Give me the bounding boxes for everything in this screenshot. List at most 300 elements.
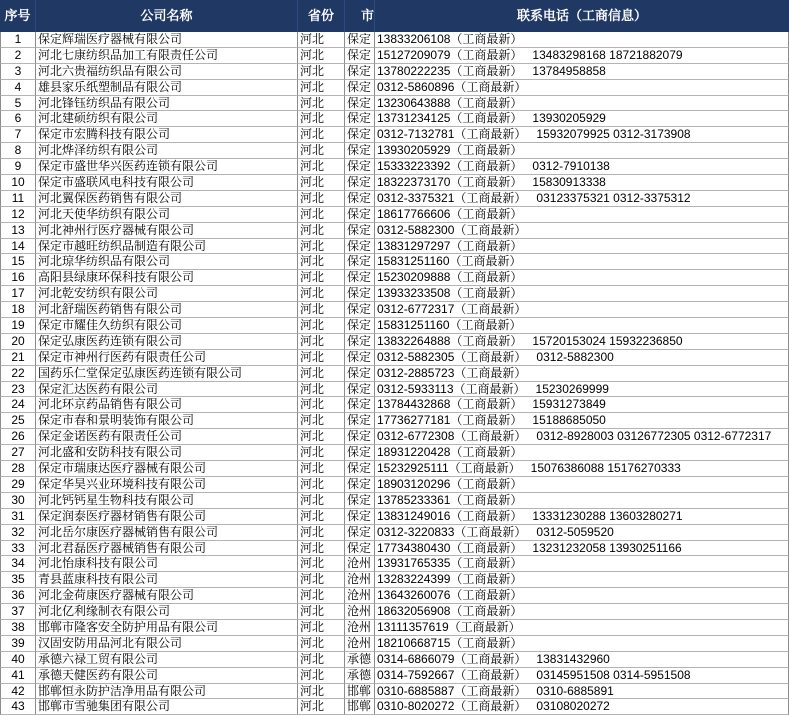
table-row: [0, 318, 789, 334]
city-cell: 保定: [345, 429, 375, 445]
row-number-cell: 32: [0, 525, 36, 541]
phone-cell: [375, 636, 789, 652]
company-name-cell: 河北盛和安防科技有限公司: [36, 445, 298, 461]
row-number-cell: 20: [0, 334, 36, 350]
city-cell: 保定: [345, 509, 375, 525]
phone-primary: 0312-5933113（工商最新）: [377, 381, 526, 396]
phone-cell: [375, 541, 789, 557]
phone-cell: [375, 525, 789, 541]
row-number-cell: 42: [0, 684, 36, 700]
phone-primary: 13780222235（工商最新）: [377, 63, 523, 78]
company-name-cell: 河北怡康科技有限公司: [36, 556, 298, 572]
row-number-cell: 37: [0, 604, 36, 620]
row-number-cell: 11: [0, 191, 36, 207]
company-name-cell: 河北翼保医药销售有限公司: [36, 191, 298, 207]
city-cell: 保定: [345, 477, 375, 493]
province-cell: 河北: [298, 620, 345, 636]
company-name-cell: 河北乾安纺织有限公司: [36, 286, 298, 302]
city-cell: 沧州: [345, 572, 375, 588]
phone-primary: 0312-7132781（工商最新）: [377, 127, 527, 142]
company-name-cell: 保定市瑞康达医疗器械有限公司: [36, 461, 298, 477]
phone-cell: [375, 668, 789, 684]
phone-extra: 03145951508 0314-5951508: [536, 667, 691, 682]
phone-primary: 13831249016（工商最新）: [377, 508, 523, 523]
table-row: [0, 397, 789, 413]
city-cell: 保定: [345, 32, 375, 48]
phone-primary: 18322373170（工商最新）: [377, 175, 523, 190]
city-cell: 保定: [345, 302, 375, 318]
phone-cell: [375, 96, 789, 112]
table-row: [0, 111, 789, 127]
phone-extra: 13930205929: [532, 111, 606, 126]
phone-primary: 13933233508（工商最新）: [377, 286, 523, 301]
row-number-cell: 14: [0, 239, 36, 255]
phone-cell: [375, 684, 789, 700]
province-cell: 河北: [298, 350, 345, 366]
row-number-cell: 27: [0, 445, 36, 461]
province-cell: 河北: [298, 397, 345, 413]
phone-cell: [375, 477, 789, 493]
province-cell: 河北: [298, 80, 345, 96]
row-number-cell: 34: [0, 556, 36, 572]
row-number-cell: 41: [0, 668, 36, 684]
company-name-cell: 保定市越旺纺织品制造有限公司: [36, 239, 298, 255]
province-cell: 河北: [298, 239, 345, 255]
province-cell: 河北: [298, 286, 345, 302]
phone-cell: [375, 239, 789, 255]
company-name-cell: 承德天健医药有限公司: [36, 668, 298, 684]
row-number-cell: 9: [0, 159, 36, 175]
row-number-cell: 18: [0, 302, 36, 318]
table-row: [0, 286, 789, 302]
company-name-cell: 保定弘康医药连锁有限公司: [36, 334, 298, 350]
city-cell: 保定: [345, 96, 375, 112]
row-number-cell: 33: [0, 541, 36, 557]
phone-primary: 0314-7592667（工商最新）: [377, 667, 527, 682]
phone-extra: 15931273849: [532, 397, 606, 412]
phone-cell: [375, 270, 789, 286]
row-number-cell: 23: [0, 382, 36, 398]
company-name-cell: 河北亿利缘制衣有限公司: [36, 604, 298, 620]
phone-extra: 13831432960: [536, 651, 610, 666]
phone-primary: 15230209888（工商最新）: [377, 270, 523, 285]
phone-primary: 0310-8020272（工商最新）: [377, 699, 527, 714]
table-row: [0, 223, 789, 239]
province-cell: 河北: [298, 159, 345, 175]
phone-cell: [375, 334, 789, 350]
phone-cell: [375, 699, 789, 715]
province-cell: 河北: [298, 318, 345, 334]
row-number-cell: 12: [0, 207, 36, 223]
table-row: [0, 588, 789, 604]
province-cell: 河北: [298, 525, 345, 541]
phone-cell: [375, 254, 789, 270]
company-name-cell: 保定市盛世华兴医药连锁有限公司: [36, 159, 298, 175]
phone-primary: 17736277181（工商最新）: [377, 413, 523, 428]
company-name-cell: 河北天使华纺织有限公司: [36, 207, 298, 223]
city-cell: 保定: [345, 350, 375, 366]
phone-extra: 0312-7910138: [532, 159, 610, 174]
phone-primary: 18210668715（工商最新）: [377, 635, 523, 650]
row-number-cell: 30: [0, 493, 36, 509]
province-cell: 河北: [298, 541, 345, 557]
province-cell: 河北: [298, 111, 345, 127]
company-name-cell: 高阳县绿康环保科技有限公司: [36, 270, 298, 286]
phone-extra: 03123375321 0312-3375312: [536, 190, 691, 205]
phone-cell: [375, 127, 789, 143]
company-name-cell: 邯郸恒永防护洁净用品有限公司: [36, 684, 298, 700]
phone-primary: 15333223392（工商最新）: [377, 159, 523, 174]
company-name-cell: 河北神州行医疗器械有限公司: [36, 223, 298, 239]
header-number: 序号: [0, 0, 36, 32]
company-name-cell: 河北烨泽纺织有限公司: [36, 143, 298, 159]
city-cell: 保定: [345, 270, 375, 286]
phone-primary: 13111357619（工商最新）: [377, 619, 521, 634]
company-name-cell: 河北岳尔康医疗器械销售有限公司: [36, 525, 298, 541]
city-cell: 保定: [345, 334, 375, 350]
company-name-cell: 青县蓝康科技有限公司: [36, 572, 298, 588]
row-number-cell: 15: [0, 254, 36, 270]
table-row: [0, 572, 789, 588]
table-row: [0, 413, 789, 429]
row-number-cell: 21: [0, 350, 36, 366]
company-name-cell: 保定辉瑞医疗器械有限公司: [36, 32, 298, 48]
header-phone: 联系电话（工商信息）: [516, 8, 647, 23]
phone-cell: [375, 64, 789, 80]
province-cell: 河北: [298, 191, 345, 207]
city-cell: 沧州: [345, 556, 375, 572]
phone-primary: 0312-5882300（工商最新）: [377, 222, 527, 237]
phone-cell: [375, 302, 789, 318]
phone-cell: [375, 445, 789, 461]
table-header-row: [0, 0, 789, 32]
phone-cell: [375, 143, 789, 159]
phone-extra: 15076386088 15176270333: [530, 461, 681, 476]
row-number-cell: 31: [0, 509, 36, 525]
city-cell: 保定: [345, 445, 375, 461]
city-cell: 保定: [345, 159, 375, 175]
phone-extra: 03108020272: [536, 699, 610, 714]
company-name-cell: 国药乐仁堂保定弘康医药连锁有限公司: [36, 366, 298, 382]
table-row: [0, 191, 789, 207]
company-name-cell: 保定市盛联风电科技有限公司: [36, 175, 298, 191]
province-cell: 河北: [298, 270, 345, 286]
phone-primary: 0310-6885887（工商最新）: [377, 683, 527, 698]
table-row: [0, 525, 789, 541]
province-cell: 河北: [298, 429, 345, 445]
table-row: [0, 493, 789, 509]
phone-cell: [375, 175, 789, 191]
company-name-cell: 河北琼华纺织品有限公司: [36, 254, 298, 270]
phone-cell: [375, 286, 789, 302]
company-name-cell: 保定汇达医药有限公司: [36, 382, 298, 398]
company-name-cell: 河北金荷康医疗器械有限公司: [36, 588, 298, 604]
row-number-cell: 5: [0, 96, 36, 112]
city-cell: 保定: [345, 461, 375, 477]
phone-primary: 13731234125（工商最新）: [377, 111, 523, 126]
city-cell: 保定: [345, 318, 375, 334]
phone-primary: 15127209079（工商最新）: [377, 47, 523, 62]
phone-extra: 15830913338: [532, 175, 606, 190]
table-row: [0, 652, 789, 668]
province-cell: 河北: [298, 64, 345, 80]
city-cell: 保定: [345, 541, 375, 557]
row-number-cell: 17: [0, 286, 36, 302]
row-number-cell: 36: [0, 588, 36, 604]
phone-primary: 0312-6772317（工商最新）: [377, 302, 527, 317]
phone-primary: 13831297297（工商最新）: [377, 238, 523, 253]
province-cell: 河北: [298, 48, 345, 64]
row-number-cell: 24: [0, 397, 36, 413]
city-cell: 沧州: [345, 620, 375, 636]
phone-primary: 18931220428（工商最新）: [377, 445, 523, 460]
table-row: [0, 48, 789, 64]
phone-cell: [375, 191, 789, 207]
row-number-cell: 16: [0, 270, 36, 286]
company-name-cell: 汉固安防用品河北有限公司: [36, 636, 298, 652]
table-row: [0, 509, 789, 525]
phone-cell: [375, 350, 789, 366]
province-cell: 河北: [298, 366, 345, 382]
phone-primary: 18632056908（工商最新）: [377, 604, 523, 619]
company-name-cell: 保定市耀佳久纺织有限公司: [36, 318, 298, 334]
phone-cell: [375, 366, 789, 382]
table-row: [0, 64, 789, 80]
province-cell: 河北: [298, 493, 345, 509]
phone-extra: 15188685050: [532, 413, 606, 428]
city-cell: 沧州: [345, 636, 375, 652]
table-row: [0, 302, 789, 318]
phone-primary: 15831251160（工商最新）: [377, 318, 522, 333]
city-cell: 保定: [345, 175, 375, 191]
company-name-cell: 保定市宏腾科技有限公司: [36, 127, 298, 143]
company-name-cell: 河北七康纺织品加工有限责任公司: [36, 48, 298, 64]
province-cell: 河北: [298, 143, 345, 159]
table-row: [0, 254, 789, 270]
table-row: [0, 366, 789, 382]
phone-extra: 15932079925 0312-3173908: [536, 127, 691, 142]
city-cell: 保定: [345, 223, 375, 239]
table-row: [0, 684, 789, 700]
city-cell: 保定: [345, 191, 375, 207]
row-number-cell: 38: [0, 620, 36, 636]
company-name-cell: 河北建硕纺织有限公司: [36, 111, 298, 127]
phone-cell: [375, 159, 789, 175]
province-cell: 河北: [298, 223, 345, 239]
row-number-cell: 13: [0, 223, 36, 239]
row-number-cell: 19: [0, 318, 36, 334]
phone-primary: 0314-6866079（工商最新）: [377, 651, 527, 666]
company-name-cell: 河北舒瑞医药销售有限公司: [36, 302, 298, 318]
city-cell: 沧州: [345, 604, 375, 620]
phone-cell: [375, 620, 789, 636]
row-number-cell: 28: [0, 461, 36, 477]
table-row: [0, 477, 789, 493]
province-cell: 河北: [298, 699, 345, 715]
phone-cell: [375, 652, 789, 668]
phone-primary: 13283224399（工商最新）: [377, 572, 523, 587]
phone-cell: [375, 588, 789, 604]
company-name-cell: 保定华昊兴业环境科技有限公司: [36, 477, 298, 493]
table-row: [0, 175, 789, 191]
phone-cell: [375, 572, 789, 588]
phone-primary: 15232925111（工商最新）: [377, 461, 521, 476]
table-row: [0, 668, 789, 684]
phone-cell: [375, 413, 789, 429]
table-row: [0, 143, 789, 159]
city-cell: 保定: [345, 525, 375, 541]
table-row: [0, 96, 789, 112]
table-row: [0, 620, 789, 636]
phone-primary: 13785233361（工商最新）: [377, 492, 523, 507]
phone-extra: 13483298168 18721882079: [532, 47, 683, 62]
province-cell: 河北: [298, 572, 345, 588]
company-name-cell: 邯郸市雪驰集团有限公司: [36, 699, 298, 715]
table-row: [0, 32, 789, 48]
province-cell: 河北: [298, 604, 345, 620]
table-row: [0, 334, 789, 350]
province-cell: 河北: [298, 254, 345, 270]
row-number-cell: 26: [0, 429, 36, 445]
province-cell: 河北: [298, 96, 345, 112]
phone-extra: 13231232058 13930251166: [532, 540, 682, 555]
city-cell: 保定: [345, 127, 375, 143]
province-cell: 河北: [298, 556, 345, 572]
phone-primary: 13230643888（工商最新）: [377, 95, 523, 110]
city-cell: 邯郸: [345, 684, 375, 700]
city-cell: 保定: [345, 382, 375, 398]
phone-cell: [375, 461, 789, 477]
city-cell: 保定: [345, 366, 375, 382]
row-number-cell: 8: [0, 143, 36, 159]
province-cell: 河北: [298, 636, 345, 652]
company-name-cell: 保定金诺医药有限责任公司: [36, 429, 298, 445]
company-name-cell: 河北六贵福纺织品有限公司: [36, 64, 298, 80]
city-cell: 保定: [345, 80, 375, 96]
row-number-cell: 7: [0, 127, 36, 143]
company-name-cell: 保定市神州行医药有限责任公司: [36, 350, 298, 366]
row-number-cell: 43: [0, 699, 36, 715]
company-name-cell: 雄县家乐纸塑制品有限公司: [36, 80, 298, 96]
phone-extra: 15720153024 15932236850: [532, 333, 683, 348]
phone-primary: 0312-5882305（工商最新）: [377, 349, 527, 364]
table-row: [0, 270, 789, 286]
province-cell: 河北: [298, 477, 345, 493]
row-number-cell: 22: [0, 366, 36, 382]
province-cell: 河北: [298, 461, 345, 477]
row-number-cell: 35: [0, 572, 36, 588]
city-cell: 承德: [345, 668, 375, 684]
table-row: [0, 699, 789, 715]
company-name-cell: 河北环京药品销售有限公司: [36, 397, 298, 413]
company-name-cell: 河北钙钙星生物科技有限公司: [36, 493, 298, 509]
row-number-cell: 1: [0, 32, 36, 48]
table-body: [0, 32, 789, 715]
table-row: [0, 429, 789, 445]
phone-cell: [375, 397, 789, 413]
company-name-cell: 河北君磊医疗器械销售有限公司: [36, 541, 298, 557]
phone-primary: 13930205929（工商最新）: [377, 143, 523, 158]
phone-extra: 0312-8928003 03126772305 0312-6772317: [536, 429, 772, 444]
phone-primary: 0312-5860896（工商最新）: [377, 79, 527, 94]
city-cell: 保定: [345, 286, 375, 302]
table-row: [0, 445, 789, 461]
table-row: [0, 159, 789, 175]
row-number-cell: 40: [0, 652, 36, 668]
table-row: [0, 636, 789, 652]
city-cell: 沧州: [345, 588, 375, 604]
province-cell: 河北: [298, 413, 345, 429]
phone-primary: 13833206108（工商最新）: [377, 32, 523, 46]
province-cell: 河北: [298, 175, 345, 191]
province-cell: 河北: [298, 588, 345, 604]
table-row: [0, 127, 789, 143]
company-name-cell: 河北锋钰纺织品有限公司: [36, 96, 298, 112]
city-cell: 保定: [345, 111, 375, 127]
table-row: [0, 80, 789, 96]
province-cell: 河北: [298, 32, 345, 48]
province-cell: 河北: [298, 652, 345, 668]
header-city: 市: [345, 0, 375, 32]
province-cell: 河北: [298, 207, 345, 223]
phone-primary: 0312-3375321（工商最新）: [377, 190, 527, 205]
phone-cell: [375, 604, 789, 620]
table-row: [0, 541, 789, 557]
row-number-cell: 10: [0, 175, 36, 191]
phone-cell: [375, 509, 789, 525]
city-cell: 承德: [345, 652, 375, 668]
row-number-cell: 25: [0, 413, 36, 429]
phone-extra: 15230269999: [535, 381, 609, 396]
table-row: [0, 556, 789, 572]
row-number-cell: 4: [0, 80, 36, 96]
city-cell: 邯郸: [345, 699, 375, 715]
phone-cell: [375, 556, 789, 572]
company-name-cell: 保定市春和景明装饰有限公司: [36, 413, 298, 429]
phone-primary: 15831251160（工商最新）: [377, 254, 522, 269]
phone-primary: 0312-3220833（工商最新）: [377, 524, 527, 539]
city-cell: 保定: [345, 143, 375, 159]
company-name-cell: 邯郸市隆客安全防护用品有限公司: [36, 620, 298, 636]
header-company-name: 公司名称: [36, 0, 298, 32]
company-name-cell: 承德六禄工贸有限公司: [36, 652, 298, 668]
table-row: [0, 207, 789, 223]
table-row: [0, 461, 789, 477]
phone-cell: [375, 382, 789, 398]
phone-cell: [375, 318, 789, 334]
city-cell: 保定: [345, 239, 375, 255]
header-province: 省份: [298, 0, 345, 32]
phone-cell: [375, 207, 789, 223]
phone-primary: 18617766606（工商最新）: [377, 206, 523, 221]
province-cell: 河北: [298, 445, 345, 461]
row-number-cell: 6: [0, 111, 36, 127]
phone-extra: 0310-6885891: [536, 683, 614, 698]
city-cell: 保定: [345, 493, 375, 509]
phone-cell: [375, 493, 789, 509]
row-number-cell: 39: [0, 636, 36, 652]
province-cell: 河北: [298, 334, 345, 350]
phone-cell: [375, 429, 789, 445]
phone-extra: 0312-5059520: [536, 524, 614, 539]
phone-primary: 13784432868（工商最新）: [377, 397, 523, 412]
province-cell: 河北: [298, 302, 345, 318]
phone-cell: [375, 111, 789, 127]
phone-cell: [375, 80, 789, 96]
city-cell: 保定: [345, 397, 375, 413]
city-cell: 保定: [345, 413, 375, 429]
phone-primary: 0312-2885723（工商最新）: [377, 365, 527, 380]
